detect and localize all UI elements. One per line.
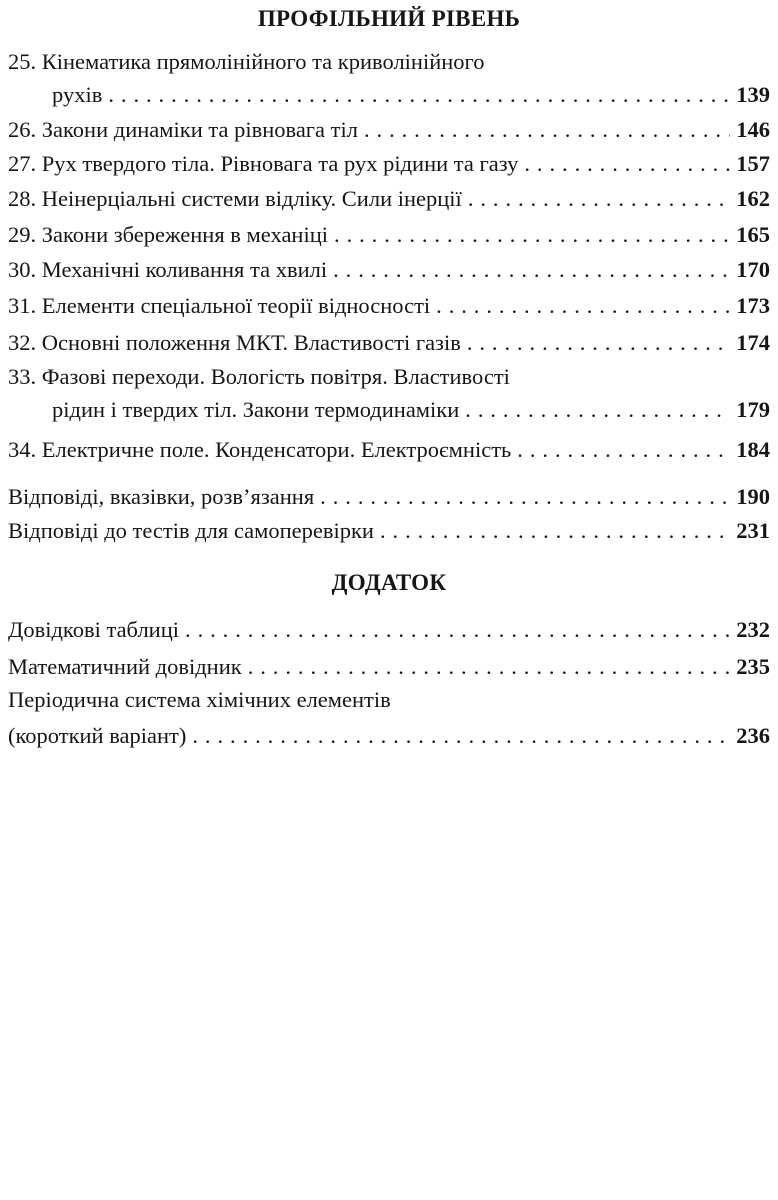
entry-page: 236	[736, 723, 770, 748]
entry-number: 30.	[8, 257, 37, 282]
entry-page: 170	[736, 257, 770, 282]
entry-page: 139	[736, 82, 770, 107]
entry-title: Математичний довідник	[8, 654, 242, 679]
toc-entry-30[interactable]	[8, 253, 770, 287]
entry-title-cont: (короткий варіант)	[8, 723, 187, 748]
toc-entry-33-cont[interactable]	[52, 393, 770, 427]
entry-page: 174	[736, 330, 770, 355]
toc-entry-25[interactable]	[8, 45, 770, 79]
entry-number: 31.	[8, 293, 37, 318]
dot-leader	[364, 117, 730, 143]
dot-leader	[185, 617, 730, 643]
dot-leader	[320, 484, 730, 510]
toc-entry-periodic-table-cont[interactable]	[8, 719, 770, 753]
entry-number: 34.	[8, 437, 37, 462]
entry-title-cont: рідин і твердих тіл. Закони термодинаміки	[52, 397, 460, 422]
entry-title: Періодична система хімічних елементів	[8, 687, 391, 712]
entry-page: 184	[736, 437, 770, 462]
toc-entry-periodic-table[interactable]	[8, 683, 770, 717]
toc-entry-test-answers[interactable]	[8, 514, 770, 548]
dot-leader	[465, 397, 730, 423]
toc-entry-34[interactable]	[8, 433, 770, 467]
entry-number: 32.	[8, 330, 37, 355]
entry-page: 232	[736, 617, 770, 642]
toc-entry-reference-tables[interactable]	[8, 613, 770, 647]
entry-title-cont: рухів	[52, 82, 103, 107]
entry-title: Механічні коливання та хвилі	[41, 257, 328, 282]
entry-title: Неінерціальні системи відліку. Сили інерції	[41, 186, 462, 211]
dot-leader	[192, 723, 730, 749]
dot-leader	[380, 518, 730, 544]
entry-number: 26.	[8, 117, 37, 142]
entry-title: Відповіді до тестів для самоперевірки	[8, 518, 374, 543]
dot-leader	[333, 257, 730, 283]
entry-page: 235	[736, 654, 770, 679]
entry-number: 27.	[8, 151, 37, 176]
entry-page: 157	[736, 151, 770, 176]
dot-leader	[467, 330, 730, 356]
entry-page: 173	[736, 293, 770, 318]
entry-title: Основні положення МКТ. Властивості газів	[41, 330, 461, 355]
toc-entry-31[interactable]	[8, 289, 770, 323]
entry-title: Елементи спеціальної теорії відносності	[41, 293, 431, 318]
entry-number: 33.	[8, 364, 37, 389]
toc-entry-28[interactable]	[8, 182, 770, 216]
entry-title: Відповіді, вказівки, розв’язання	[8, 484, 315, 509]
dot-leader	[108, 82, 730, 108]
toc-entry-26[interactable]	[8, 113, 770, 147]
dot-leader	[468, 186, 730, 212]
entry-title: Довідкові таблиці	[8, 617, 180, 642]
entry-page: 231	[736, 518, 770, 543]
dot-leader	[517, 437, 730, 463]
toc-entry-27[interactable]	[8, 147, 770, 181]
dot-leader	[248, 654, 731, 680]
toc-entry-29[interactable]	[8, 218, 770, 252]
toc-entry-33[interactable]	[8, 360, 770, 394]
entry-page: 165	[736, 222, 770, 247]
dot-leader	[524, 151, 730, 177]
entry-title: Електричне поле. Конденсатори. Електроємність	[41, 437, 512, 462]
entry-title: Рух твердого тіла. Рівновага та рух рідини та газу	[41, 151, 519, 176]
entry-title: Закони збереження в механіці	[41, 222, 329, 247]
dot-leader	[436, 293, 730, 319]
toc-entry-answers[interactable]	[8, 480, 770, 514]
section-heading-appendix: ДОДАТОК	[331, 570, 447, 595]
entry-title: Кінематика прямолінійного та криволінійного	[41, 49, 485, 74]
entry-page: 179	[736, 397, 770, 422]
entry-page: 162	[736, 186, 770, 211]
entry-page: 190	[736, 484, 770, 509]
dot-leader	[334, 222, 730, 248]
toc-entry-25-cont[interactable]	[52, 78, 770, 112]
section-heading-profile: ПРОФІЛЬНИЙ РІВЕНЬ	[257, 6, 521, 31]
toc-entry-math-reference[interactable]	[8, 650, 770, 684]
entry-title: Закони динаміки та рівновага тіл	[41, 117, 358, 142]
entry-number: 29.	[8, 222, 37, 247]
toc-entry-32[interactable]	[8, 326, 770, 360]
entry-title: Фазові переходи. Вологість повітря. Властивості	[41, 364, 510, 389]
entry-number: 25.	[8, 49, 37, 74]
entry-number: 28.	[8, 186, 37, 211]
entry-page: 146	[736, 117, 770, 142]
